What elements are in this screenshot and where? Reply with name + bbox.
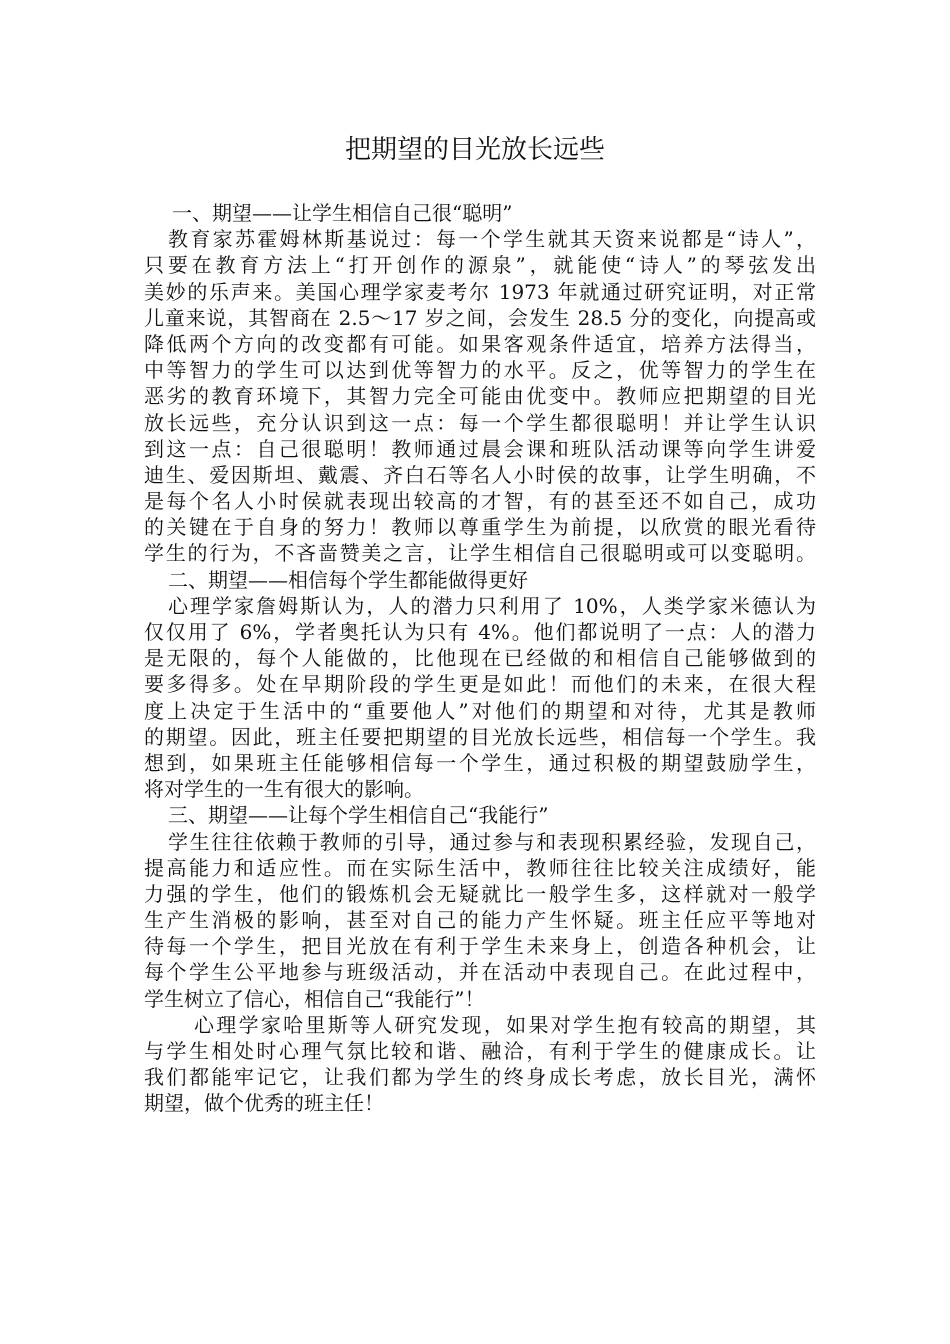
paragraph-line: 的期望。因此，班主任要把期望的目光放长远些，相信每一个学生。我 xyxy=(144,724,816,749)
paragraph-line: 与学生相处时心理气氛比较和谐、融洽，有利于学生的健康成长。让 xyxy=(144,1039,816,1063)
paragraph-line: 是无限的，每个人能做的，比他现在已经做的和相信自己能够做到的 xyxy=(144,646,816,671)
paragraph-line: 降低两个方向的改变都有可能。如果客观条件适宜，培养方法得当， xyxy=(144,331,816,356)
document-body xyxy=(144,200,816,1117)
section-heading-3: 三、期望——让每个学生相信自己“我能行” xyxy=(168,803,549,828)
paragraph-line: 是每个名人小时侯就表现出较高的才智，有的甚至还不如自己，成功 xyxy=(144,489,816,514)
paragraph-line: 只要在教育方法上“打开创作的源泉”，就能使“诗人”的琴弦发出 xyxy=(144,253,816,278)
paragraph-line: 美妙的乐声来。美国心理学家麦考尔 1973 年就通过研究证明，对正常 xyxy=(144,279,816,304)
paragraph-line: 度上决定于生活中的“重要他人”对他们的期望和对待，尤其是教师 xyxy=(144,698,816,723)
paragraph-line: 想到，如果班主任能够相信每一个学生，通过积极的期望鼓励学生， xyxy=(144,750,816,775)
paragraph-line: 将对学生的一生有很大的影响。 xyxy=(144,777,424,802)
paragraph-line: 生产生消极的影响，甚至对自己的能力产生怀疑。班主任应平等地对 xyxy=(144,908,816,933)
paragraph-line: 恶劣的教育环境下，其智力完全可能由优变中。教师应把期望的目光 xyxy=(144,384,816,409)
paragraph-line: 力强的学生，他们的锻炼机会无疑就比一般学生多，这样就对一般学 xyxy=(144,881,816,906)
paragraph-line: 的关键在于自身的努力！教师以尊重学生为前提，以欣赏的眼光看待 xyxy=(144,515,816,540)
paragraph-line: 待每一个学生，把目光放在有利于学生未来身上，创造各种机会，让 xyxy=(144,934,816,959)
paragraph-line: 要多得多。处在早期阶段的学生更是如此！而他们的未来，在很大程 xyxy=(144,672,816,697)
document-title: 把期望的目光放长远些 xyxy=(344,135,605,165)
paragraph-line: 心理学家詹姆斯认为，人的潜力只利用了 10%，人类学家米德认为 xyxy=(168,593,816,618)
paragraph-line: 学生的行为，不吝啬赞美之言，让学生相信自己很聪明或可以变聪明。 xyxy=(144,541,816,566)
section-heading-2: 二、期望——相信每个学生都能做得更好 xyxy=(168,567,528,592)
paragraph-line: 提高能力和适应性。而在实际生活中，教师往往比较关注成绩好，能 xyxy=(144,855,816,880)
paragraph-line: 仅仅用了 6%，学者奥托认为只有 4%。他们都说明了一点：人的潜力 xyxy=(144,620,816,644)
paragraph-line: 儿童来说，其智商在 2.5～17 岁之间，会发生 28.5 分的变化，向提高或 xyxy=(144,305,816,330)
paragraph-line: 教育家苏霍姆林斯基说过：每一个学生就其天资来说都是“诗人”， xyxy=(168,227,816,252)
section-heading-1: 一、期望——让学生相信自己很“聪明” xyxy=(172,201,513,225)
paragraph-line: 心理学家哈里斯等人研究发现，如果对学生抱有较高的期望，其 xyxy=(194,1012,816,1037)
paragraph-line: 放长远些，充分认识到这一点：每一个学生都很聪明！并让学生认识 xyxy=(144,410,816,435)
paragraph-line: 我们都能牢记它，让我们都为学生的终身成长考虑，放长目光，满怀 xyxy=(144,1065,816,1090)
paragraph-line: 学生往往依赖于教师的引导，通过参与和表现积累经验，发现自己， xyxy=(168,829,816,854)
paragraph-line: 迪生、爱因斯坦、戴震、齐白石等名人小时侯的故事，让学生明确，不 xyxy=(144,462,816,487)
paragraph-line: 中等智力的学生可以达到优等智力的水平。反之，优等智力的学生在 xyxy=(144,358,816,383)
paragraph-line: 每个学生公平地参与班级活动，并在活动中表现自己。在此过程中， xyxy=(144,960,816,985)
paragraph-line: 学生树立了信心，相信自己“我能行”！ xyxy=(144,986,485,1011)
paragraph-line: 到这一点：自己很聪明！教师通过晨会课和班队活动课等向学生讲爱 xyxy=(144,436,816,461)
paragraph-line: 期望，做个优秀的班主任！ xyxy=(144,1091,384,1116)
